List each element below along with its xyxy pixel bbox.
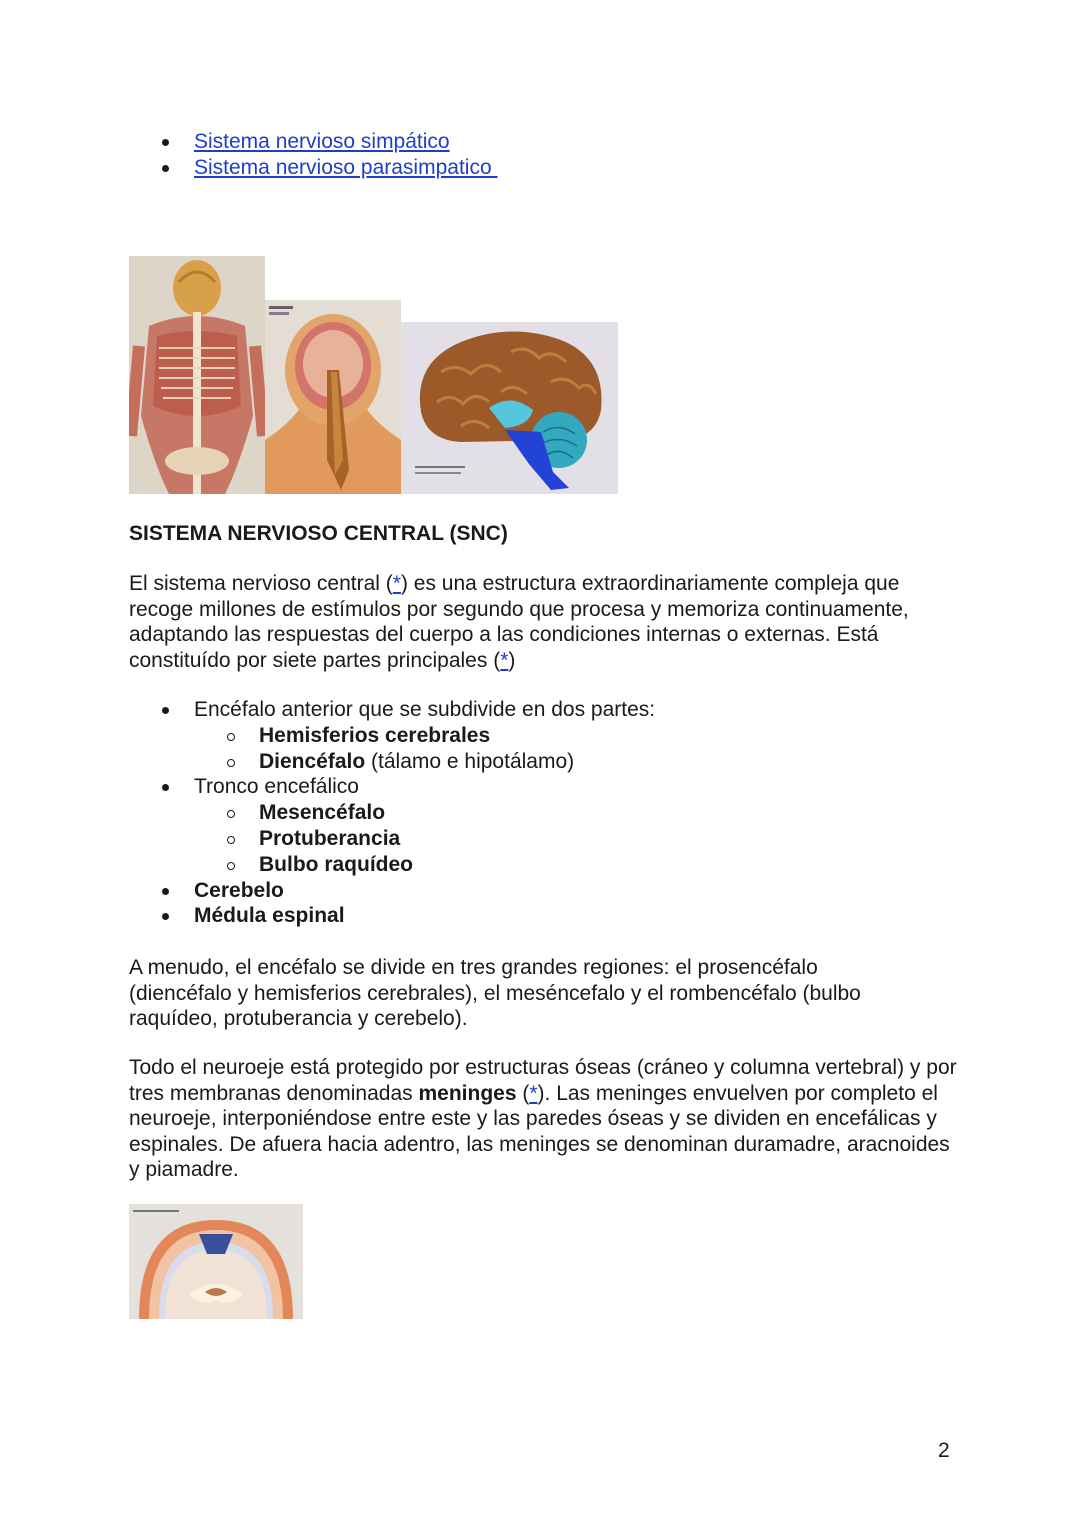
bullet-icon: [162, 139, 169, 146]
page-number: 2: [938, 1439, 950, 1462]
image-brainstem: [265, 300, 401, 494]
list-item: Diencéfalo (tálamo e hipotálamo): [129, 749, 829, 775]
circle-bullet-icon: [227, 810, 235, 818]
list-item: Tronco encefálico: [129, 774, 829, 800]
list-item: Médula espinal: [129, 903, 829, 929]
list-item: Protuberancia: [129, 826, 829, 852]
link-simpatico[interactable]: Sistema nervioso simpático: [194, 130, 450, 153]
parts-list: [129, 697, 829, 929]
link-parasimpatico[interactable]: Sistema nervioso parasimpatico: [194, 155, 498, 179]
list-item: Cerebelo: [129, 878, 829, 904]
link-list: [129, 129, 729, 181]
list-item: Hemisferios cerebrales: [129, 723, 829, 749]
ref-link[interactable]: *: [529, 1081, 538, 1105]
bullet-icon: [162, 913, 169, 920]
image-brain-sagittal: [401, 322, 618, 494]
image-meninges: [129, 1204, 303, 1319]
bullet-icon: [162, 707, 169, 714]
bullet-icon: [162, 784, 169, 791]
section-heading: SISTEMA NERVIOSO CENTRAL (SNC): [129, 522, 508, 545]
circle-bullet-icon: [227, 862, 235, 870]
list-item: Bulbo raquídeo: [129, 852, 829, 878]
list-item: Encéfalo anterior que se subdivide en dos partes:: [129, 697, 829, 723]
list-item: Mesencéfalo: [129, 800, 829, 826]
list-item: [0, 129, 600, 155]
list-item: [0, 155, 600, 181]
meninges-paragraph: Todo el neuroeje está protegido por estructuras óseas (cráneo y columna vertebral) y por tres membranas denominadas meninges (*). Las meninges envuelven por completo el neuroeje, interponiéndose entre este y las paredes óseas y se dividen en encefálicas y espinales. De afuera hacia adentro, las meninges se denominan duramadre, aracnoides y piamadre.: [129, 1056, 957, 1181]
bullet-icon: [162, 165, 169, 172]
circle-bullet-icon: [227, 836, 235, 844]
regions-paragraph: A menudo, el encéfalo se divide en tres grandes regiones: el prosencéfalo (diencéfalo y hemisferios cerebrales), el meséncefalo y el rombencéfalo (bulbo raquídeo, protuberancia y cerebelo).: [129, 956, 861, 1030]
circle-bullet-icon: [227, 733, 235, 741]
ref-link[interactable]: *: [392, 572, 401, 595]
image-back-anatomy: [129, 256, 265, 494]
bullet-icon: [162, 888, 169, 895]
intro-paragraph: El sistema nervioso central (*) es una estructura extraordinariamente compleja que recoge millones de estímulos por segundo que procesa y memoriza continuamente, adaptando las respuestas del cuerpo a las condiciones internas o externas. Está constituído por siete partes principales (*): [129, 572, 909, 672]
circle-bullet-icon: [227, 759, 235, 767]
ref-link[interactable]: *: [500, 648, 509, 672]
